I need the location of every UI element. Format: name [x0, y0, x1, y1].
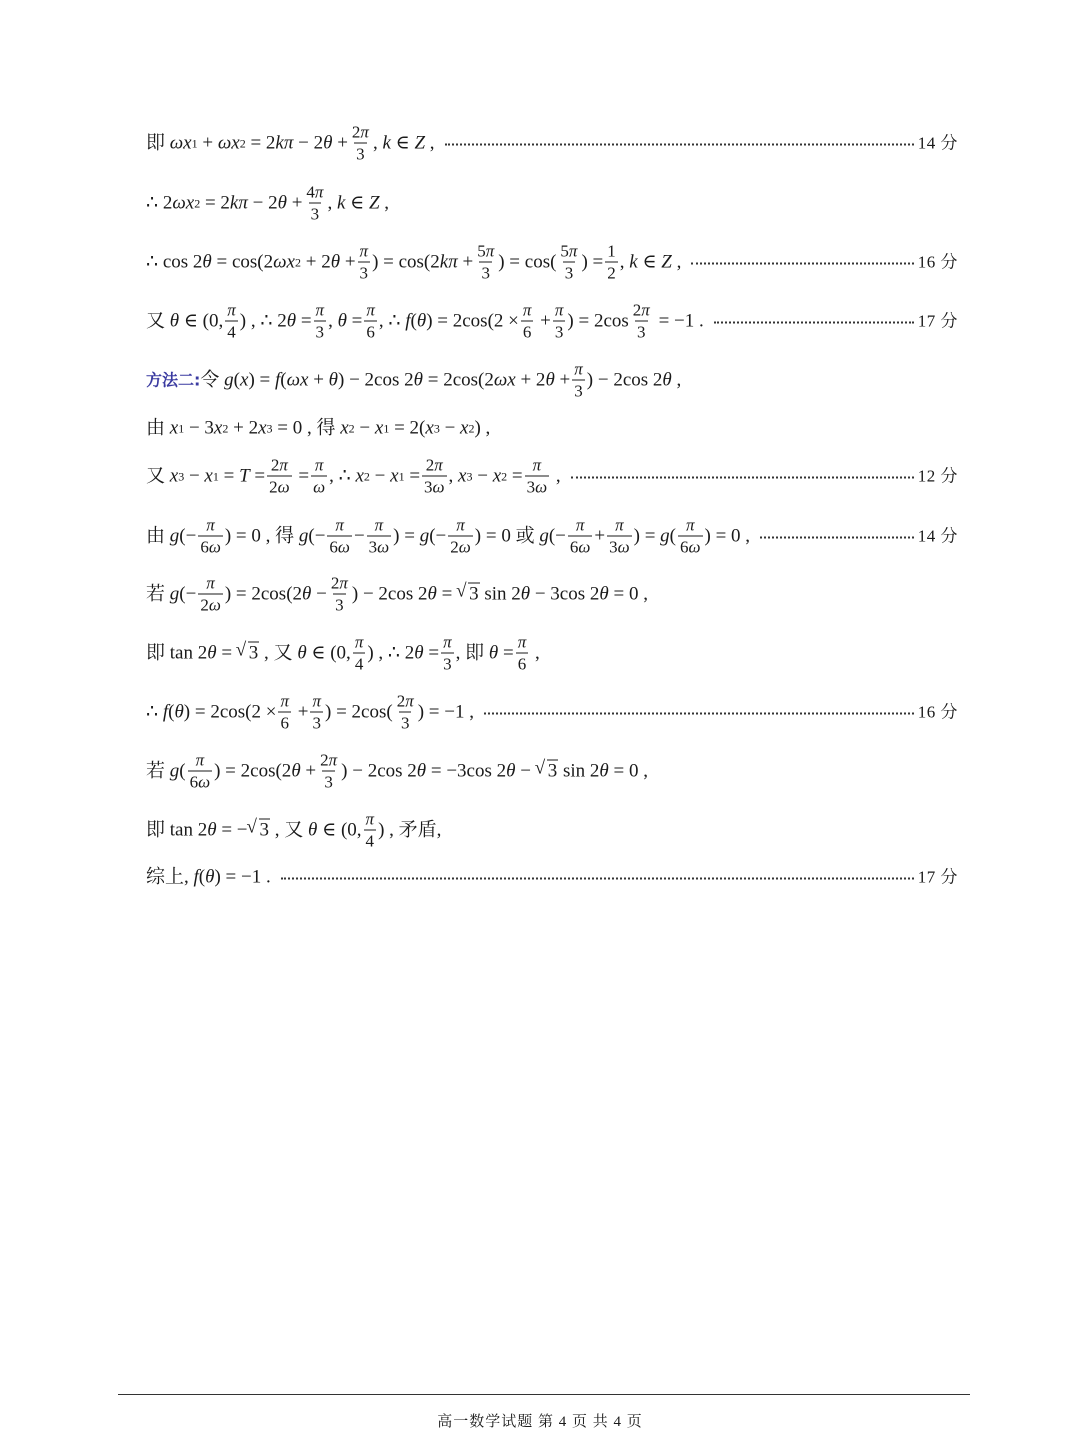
solution-line-9 [146, 575, 958, 614]
line-prefix: 由 [146, 525, 166, 547]
score-label: 14 分 [917, 526, 958, 546]
math-expression: f ( θ ) = 2cos(2 × $\frac{\pi}{6}$ + $\frac{\pi}{3}$ ) = 2cos( $\frac{2\pi}{3}$ ) = −1 , [162, 691, 474, 733]
line-prefix: 由 [146, 417, 166, 439]
solution-line-11 [146, 693, 958, 732]
solution-line-14 [146, 868, 958, 887]
solution-line-10 [146, 634, 958, 673]
dotted-leader [760, 536, 914, 538]
dotted-leader [691, 262, 913, 264]
line-prefix: 即 [146, 642, 166, 664]
math-expression: 令 g ( x ) = f ( ωx + θ ) − 2cos 2 θ = 2cos(2 ωx + 2 θ + $\frac{\pi}{3}$ ) − 2cos 2 θ , [200, 359, 682, 401]
line-prefix: 即 [146, 132, 166, 154]
line-prefix: 即 [146, 819, 166, 841]
math-expression: ωx 1 + ωx 2 = 2 kπ − 2 θ + $\frac{2\pi}{3}$ , k ∈ Z , [165, 122, 435, 164]
math-expression: x 1 − 3 x 2 + 2 x 3 = 0 , 得 x 2 − x 1 = 2( x 3 − x 2 ) , [169, 417, 491, 439]
math-expression: tan 2 θ = √ 3 , 又 θ ∈ (0, $\frac{\pi}{4}$ ) , ∴ 2 θ = $\frac{\pi}{3}$ , 即 θ = $\frac{\pi}{6}$ , [165, 634, 540, 673]
solution-line-8 [146, 517, 958, 556]
page-footer: 高一数学试题 第 4 页 共 4 页 [437, 1414, 643, 1430]
line-prefix: ∴ [146, 192, 159, 214]
line-prefix: ∴ [146, 251, 159, 273]
math-expression: g (− $\frac{\pi}{6\omega}$ ) = 0 , 得 g (− $\frac{\pi}{6\omega}$ − $\frac{\pi}{3\omega}$ ) = g (− $\frac{\pi}{2\omega}$ ) = 0 或 g (− $\frac{\pi}{6\omega}$ + $\frac{\pi}{3\omega}$ ) = g ( $\frac{\pi}{6\omega}$ ) = 0 , [169, 515, 751, 557]
footer-divider [118, 1394, 970, 1395]
score-label: 17 分 [917, 311, 958, 331]
math-expression: 2 ωx 2 = 2 kπ − 2 θ + $\frac{4\pi}{3}$ , k ∈ Z , [158, 182, 390, 224]
math-expression: cos 2 θ = cos(2 ωx 2 + 2 θ + $\frac{\pi}{3}$ ) = cos(2 kπ + $\frac{5\pi}{3}$ ) = cos( $\frac{5\pi}{3}$ ) = $\frac{1}{2}$ , k ∈ Z , [158, 241, 682, 283]
line-prefix: 若 [146, 760, 166, 782]
score-label: 14 分 [917, 133, 958, 153]
line-prefix: 又 [146, 465, 166, 487]
solution-line-13 [146, 811, 958, 850]
solution-line-1 [146, 124, 958, 163]
score-label: 12 分 [917, 466, 958, 486]
line-prefix: 若 [146, 583, 166, 605]
dotted-leader [571, 476, 914, 478]
solution-line-12 [146, 752, 958, 791]
math-expression: g ( $\frac{\pi}{6\omega}$ ) = 2cos(2 θ + $\frac{2\pi}{3}$ ) − 2cos 2 θ = −3cos 2 θ − √ 3 sin 2 θ = 0 , [165, 752, 648, 791]
method-two-heading: 方法二: [146, 370, 201, 389]
line-prefix: 又 [146, 310, 166, 332]
score-label: 16 分 [917, 252, 958, 272]
math-expression: tan 2 θ = − √ 3 , 又 θ ∈ (0, $\frac{\pi}{4}$ ) , 矛盾, [165, 811, 441, 850]
line-prefix: ∴ [146, 701, 159, 723]
math-expression: g (− $\frac{\pi}{2\omega}$ ) = 2cos(2 θ − $\frac{2\pi}{3}$ ) − 2cos 2 θ = √ 3 sin 2 θ − 3cos 2 θ = 0 , [165, 575, 648, 614]
dotted-leader [281, 877, 914, 879]
math-expression: x 3 − x 1 = T = $\frac{2\pi}{2\omega}$ = $\frac{\pi}{\omega}$ , ∴ x 2 − x 1 = $\frac{2\pi}{3\omega}$ , x 3 − x 2 = $\frac{\pi}{3\omega}$ , [169, 455, 561, 497]
score-label: 16 分 [917, 702, 958, 722]
line-prefix: 综上, [146, 866, 189, 888]
solution-line-4 [146, 302, 958, 341]
dotted-leader [484, 712, 914, 714]
solution-line-3 [146, 243, 958, 282]
math-expression: f ( θ ) = −1 . [193, 866, 271, 888]
dotted-leader [714, 321, 914, 323]
score-label: 17 分 [917, 867, 958, 887]
dotted-leader [445, 143, 914, 145]
solution-line-7 [146, 457, 958, 496]
math-expression: θ ∈ (0, $\frac{\pi}{4}$ ) , ∴ 2 θ = $\frac{\pi}{3}$ , θ = $\frac{\pi}{6}$ , ∴ f ( θ ) = 2cos(2 × $\frac{\pi}{6}$ + $\frac{\pi}{3}$ ) = 2cos $\frac{2\pi}{3}$ = −1 . [169, 300, 704, 342]
solution-line-5 [146, 361, 958, 400]
solution-line-2 [146, 184, 958, 223]
solution-line-6 [146, 419, 958, 438]
